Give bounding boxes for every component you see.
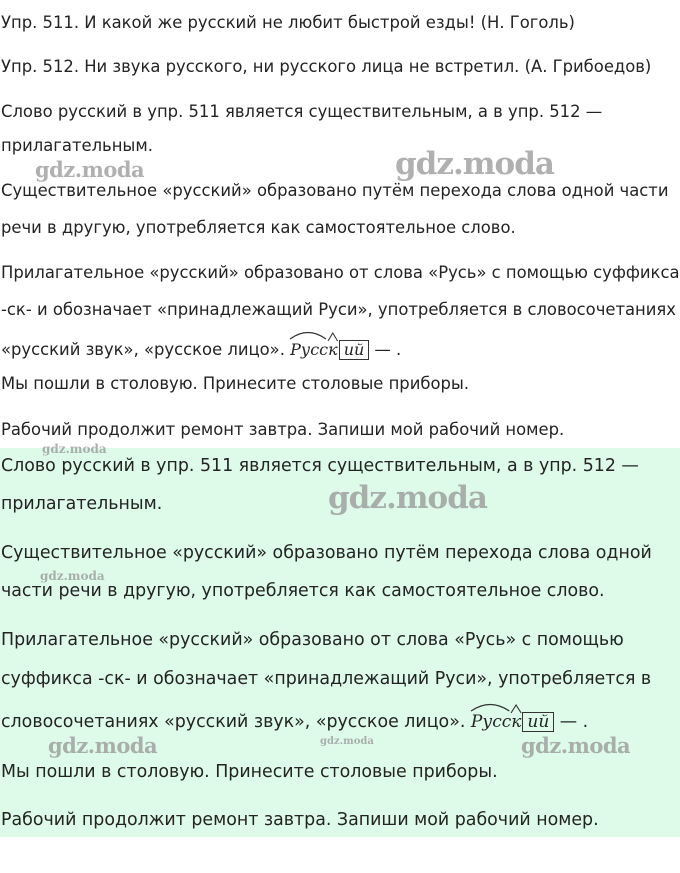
suffix-caret-icon xyxy=(328,333,338,341)
answer-line: прилагательным. xyxy=(1,136,153,155)
green-answer-line: Существительное «русский» образовано путём перехода слова одной xyxy=(1,543,652,563)
morpheme-root: Русс xyxy=(290,339,328,361)
answer-line: речи в другую, употребляется как самостоятельное слово. xyxy=(1,218,516,237)
morph-period: . xyxy=(582,712,589,732)
morpheme-diagram xyxy=(471,712,560,732)
morph-dash: — xyxy=(374,340,391,359)
answer-line: Рабочий продолжит ремонт завтра. Запиши мой рабочий номер. xyxy=(1,420,565,439)
green-answer-line: словосочетаниях «русский звук», «русское лицо». xyxy=(1,712,466,732)
answer-line: Мы пошли в столовую. Принесите столовые приборы. xyxy=(1,374,470,393)
watermark-logo: gdz.moda xyxy=(42,442,107,456)
morph-dash: — xyxy=(559,712,578,732)
morpheme-suffix: к xyxy=(511,711,521,733)
green-answer-line: части речи в другую, употребляется как самостоятельное слово. xyxy=(1,581,605,601)
morpheme-ending: ий xyxy=(522,712,554,732)
morpheme-suffix: к xyxy=(328,339,338,361)
answer-line: Слово русский в упр. 511 является существительным, а в упр. 512 — xyxy=(1,102,603,121)
green-answer-line: Прилагательное «русский» образовано от слова «Русь» с помощью xyxy=(1,630,624,650)
green-answer-line: суффикса -ск- и обозначает «принадлежащий Руси», употребляется в xyxy=(1,669,652,689)
watermark-logo: gdz.moda xyxy=(48,733,158,758)
root-arc-icon xyxy=(289,330,327,340)
green-answer-line-with-morph xyxy=(1,711,588,733)
morpheme-ending: ий xyxy=(339,340,370,360)
exercise-511-sentence: Упр. 511. И какой же русский не любит быстрой езды! (Н. Гоголь) xyxy=(1,13,575,32)
answer-line: «русский звук», «русское лицо». xyxy=(1,340,285,359)
answer-line: Прилагательное «русский» образовано от слова «Русь» с помощью суффикса xyxy=(1,263,680,282)
exercise-512-sentence: Упр. 512. Ни звука русского, ни русского лица не встретил. (А. Грибоедов) xyxy=(1,57,652,76)
green-answer-line: Рабочий продолжит ремонт завтра. Запиши мой рабочий номер. xyxy=(1,810,599,830)
morpheme-diagram xyxy=(290,340,374,359)
green-answer-line: прилагательным. xyxy=(1,494,163,514)
answer-line: -ск- и обозначает «принадлежащий Руси», употребляется в словосочетаниях xyxy=(1,300,676,319)
watermark-logo: gdz.moda xyxy=(40,569,105,583)
watermark-logo: gdz.moda xyxy=(320,736,374,747)
morpheme-root: Русс xyxy=(471,711,511,733)
watermark-logo: gdz.moda xyxy=(328,480,487,516)
green-answer-line: Слово русский в упр. 511 является существительным, а в упр. 512 — xyxy=(1,456,639,476)
answer-line: Существительное «русский» образовано путём перехода слова одной части xyxy=(1,181,669,200)
root-arc-icon xyxy=(470,702,510,712)
answer-line-with-morph xyxy=(1,339,401,361)
morph-period: . xyxy=(396,340,402,359)
suffix-caret-icon xyxy=(511,705,521,713)
green-answer-line: Мы пошли в столовую. Принесите столовые приборы. xyxy=(1,762,498,782)
watermark-logo: gdz.moda xyxy=(521,733,631,758)
watermark-logo: gdz.moda xyxy=(395,146,554,182)
watermark-logo: gdz.moda xyxy=(35,157,145,182)
